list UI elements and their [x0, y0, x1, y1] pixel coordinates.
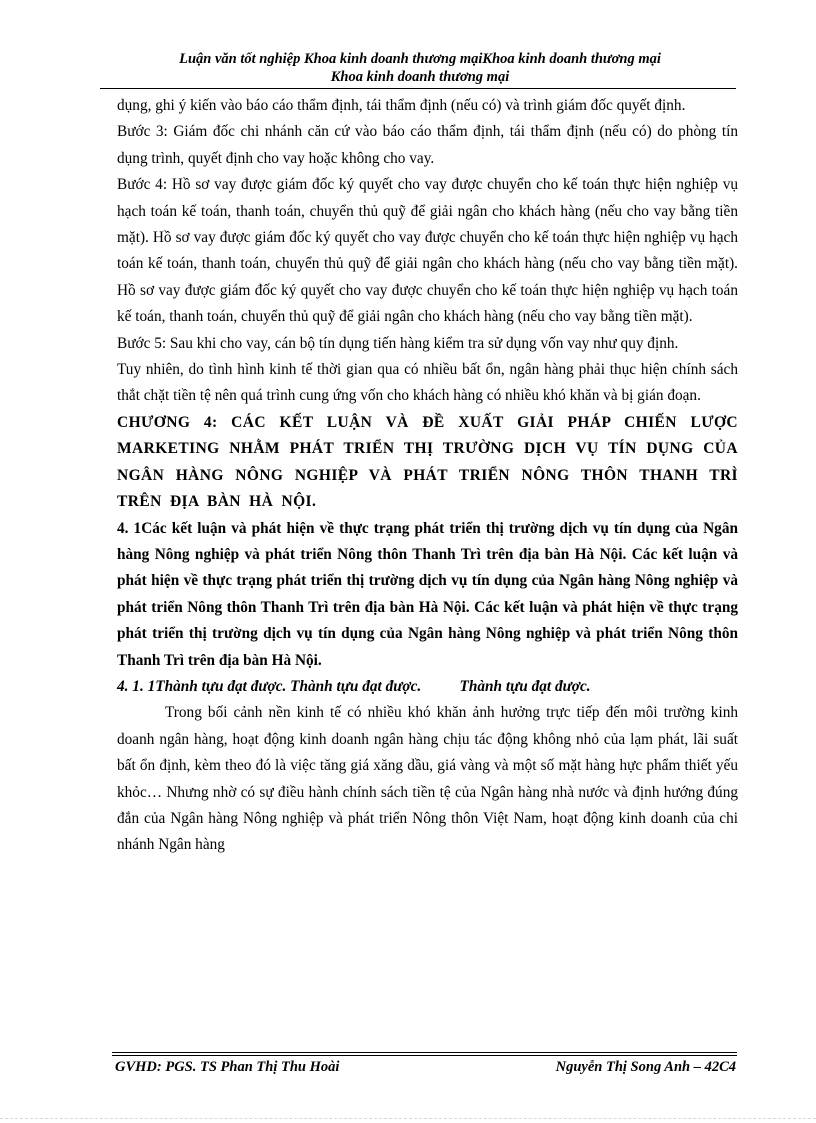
page-header — [100, 50, 740, 86]
header-line-2: Khoa kinh doanh thương mại — [330, 69, 510, 85]
footer-divider — [112, 1052, 737, 1053]
subsection-heading: 4. 1. 1Thành tựu đạt được. Thành tựu đạt được. Thành tựu đạt được. — [117, 677, 591, 695]
footer-divider — [112, 1055, 737, 1056]
paragraph: Bước 4: Hồ sơ vay được giám đốc ký quyết cho vay được chuyển cho kế toán thực hiện nghiệp vụ hạch toán kế toán, thanh toán, chuyển thủ quỹ để giải ngân cho khách hàng (nếu cho vay bằng tiền mặt). Hồ sơ vay được giám đốc ký quyết cho vay được chuyển cho kế toán thực hiện nghiệp vụ hạch toán kế toán, thanh toán, chuyển thủ quỹ để giải ngân cho khách hàng (nếu cho vay bằng tiền mặt). Hồ sơ vay được giám đốc ký quyết cho vay được chuyển cho kế toán thực hiện nghiệp vụ hạch toán kế toán, thanh toán, chuyển thủ quỹ để giải ngân cho khách hàng (nếu cho vay bằng tiền mặt). — [117, 176, 765, 326]
document-body — [117, 93, 765, 859]
chapter-heading: CHƯƠNG 4: CÁC KẾT LUẬN VÀ ĐỀ XUẤT GIẢI PHÁP CHIẾN LƯỢC MARKETING NHẰM PHÁT TRIỂN THỊ TRƯỜNG DỊCH VỤ TÍN DỤNG CỦA NGÂN HÀNG NÔNG NGHIỆP VÀ PHÁT TRIỂN NÔNG THÔN THANH TRÌ TRÊN ĐỊA BÀN HÀ NỘI. — [117, 413, 738, 511]
paragraph: Bước 5: Sau khi cho vay, cán bộ tín dụng tiến hàng kiểm tra sử dụng vốn vay như quy định. — [117, 334, 679, 352]
paragraph: Tuy nhiên, do tình hình kinh tế thời gian qua có nhiều bất ổn, ngân hàng phải thục hiện chính sách thắt chặt tiền tệ nên quá trình cung ứng vốn cho khách hàng có nhiều khó khăn và bị gián đoạn. — [117, 361, 738, 405]
footer-author: Nguyễn Thị Song Anh – 42C4 — [555, 1059, 736, 1075]
paragraph: Bước 3: Giám đốc chi nhánh căn cứ vào báo cáo thẩm định, tái thẩm định (nếu có) do phòng tín dụng trình, quyết định cho vay hoặc không cho vay. — [117, 123, 738, 167]
header-line-1: Luận văn tốt nghiệp Khoa kinh doanh thương mạiKhoa kinh doanh thương mại — [179, 51, 661, 67]
page-edge — [0, 1118, 816, 1119]
header-divider — [100, 88, 736, 89]
paragraph: Trong bối cảnh nền kinh tế có nhiều khó khăn ảnh hưởng trực tiếp đến môi trường kinh doanh ngân hàng, hoạt động kinh doanh ngân hàng chịu tác động không nhỏ của lạm phát, lãi suất bất ổn định, kèm theo đó là việc tăng giá xăng dầu, giá vàng và một số mặt hàng hực phẩm thiết yếu khỏc… Nhưng nhờ có sự điều hành chính sách tiền tệ của Ngân hàng nhà nước và định hướng đúng đắn của Ngân hàng Nông nghiệp và phát triển Nông thôn Việt Nam, hoạt động kinh doanh của chi nhánh Ngân hàng — [117, 704, 738, 854]
paragraph: dụng, ghi ý kiến vào báo cáo thẩm định, tái thẩm định (nếu có) và trình giám đốc quyết định. — [117, 97, 686, 114]
section-heading: 4. 1Các kết luận và phát hiện về thực trạng phát triển thị trường dịch vụ tín dụng của Ngân hàng Nông nghiệp và phát triển Nông thôn Thanh Trì trên địa bàn Hà Nội. Các kết luận và phát hiện về thực trạng phát triển thị trường dịch vụ tín dụng của Ngân hàng Nông nghiệp và phát triển Nông thôn Thanh Trì trên địa bàn Hà Nội. Các kết luận và phát hiện về thực trạng phát triển thị trường dịch vụ tín dụng của Ngân hàng Nông nghiệp và phát triển Nông thôn Thanh Trì trên địa bàn Hà Nội. — [117, 519, 738, 669]
footer-advisor: GVHD: PGS. TS Phan Thị Thu Hoài — [115, 1059, 340, 1075]
